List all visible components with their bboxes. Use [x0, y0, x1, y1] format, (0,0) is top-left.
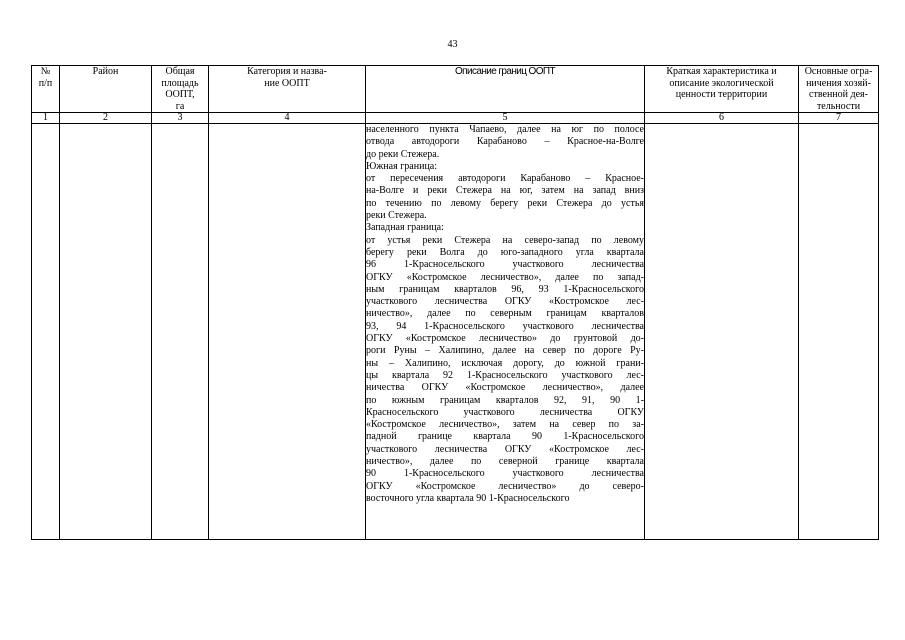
description-line: населенного пункта Чапаево, далее на юг по полосе: [366, 124, 644, 135]
description-line: реки Стежера.: [366, 210, 427, 222]
description-line: восточного угла квартала 90 1-Красносельского: [366, 492, 570, 504]
table-row: [32, 124, 879, 540]
header-number-line: п/п: [38, 77, 53, 89]
cell-area: [152, 124, 209, 540]
cell-restrictions: [799, 124, 879, 540]
boundaries-text: [366, 124, 644, 505]
header-boundaries: [366, 66, 645, 113]
description-line: Южная граница:: [366, 160, 438, 172]
cell-category: [209, 124, 366, 540]
cell-boundaries-description: [366, 124, 645, 540]
description-line: Западная граница:: [366, 222, 444, 234]
header-restrictions-line: ственной дея-: [809, 89, 868, 100]
description-line: ОГКУ «Костромское лесничество» до грунтовой до-: [366, 333, 644, 345]
column-number: 1: [32, 113, 60, 124]
column-number: 7: [799, 113, 879, 124]
cell-characteristics: [645, 124, 799, 540]
column-number: 2: [60, 113, 152, 124]
column-number: 6: [645, 113, 799, 124]
description-line: до реки Стежера.: [366, 148, 440, 160]
cell-district: [60, 124, 152, 540]
description-line: цы квартала 92 1-Красносельского участкового лес-: [366, 369, 644, 381]
description-line: ным границам кварталов 96, 93 1-Красносельского: [366, 283, 644, 295]
header-district: [60, 66, 152, 113]
header-category: [209, 66, 366, 113]
description-line: ничества ОГКУ «Костромское лесничество», далее: [366, 382, 644, 394]
header-characteristics: [645, 66, 799, 113]
header-number: [32, 66, 60, 113]
description-line: падной границе квартала 90 1-Красносельского: [366, 431, 644, 443]
description-line: ОГКУ «Костромское лесничество» до северо-: [366, 480, 644, 492]
description-line: участкового лесничества ОГКУ «Костромское лес-: [366, 443, 644, 455]
description-line: отвода автодороги Карабаново – Красное-на-Волге: [366, 136, 644, 148]
description-line: по южным границам кварталов 92, 91, 90 1-: [366, 394, 644, 406]
description-line: ничество», далее по северным границам кварталов: [366, 308, 644, 320]
header-area: [152, 66, 209, 113]
description-line: ны – Халипино, исключая дорогу, до южной грани-: [366, 357, 644, 369]
header-district-line: Район: [92, 66, 119, 77]
header-restrictions-line: Основные огра-: [804, 66, 873, 77]
description-line: 96 1-Красносельского участкового лесничества: [366, 259, 644, 271]
description-line: роги Руны – Халипино, далее на север по дороге Ру-: [366, 345, 644, 357]
header-restrictions-line: тельности: [816, 100, 861, 112]
header-restrictions: [799, 66, 879, 113]
header-number-line: №: [40, 66, 51, 77]
description-line: от устья реки Стежера на северо-запад по левому: [366, 234, 644, 246]
cell-number: [32, 124, 60, 540]
page-number: 43: [447, 39, 458, 50]
header-characteristics-line: ценности территории: [675, 89, 768, 100]
description-line: ничество», далее по северной границе квартала: [366, 456, 644, 468]
header-boundaries-line: Описание границ ООПТ: [454, 66, 556, 77]
description-line: Красносельского участкового лесничества ОГКУ: [366, 406, 644, 418]
column-number: 3: [152, 113, 209, 124]
description-line: 90 1-Красносельского участкового лесничества: [366, 468, 644, 480]
column-number: 4: [209, 113, 366, 124]
header-area-line: ООПТ,: [165, 89, 195, 100]
description-line: участкового лесничества ОГКУ «Костромское лес-: [366, 296, 644, 308]
header-restrictions-line: ничения хозяй-: [806, 77, 871, 89]
header-characteristics-line: Краткая характеристика и: [666, 66, 777, 77]
header-row: [32, 66, 879, 113]
description-line: берегу реки Волга до юго-западного угла квартала: [366, 246, 644, 258]
description-line: «Костромское лесничество», затем на север по за-: [366, 419, 644, 431]
column-number-row: [32, 113, 879, 124]
description-line: ОГКУ «Костромское лесничество», далее по запад-: [366, 271, 644, 283]
header-category-line: ние ООПТ: [264, 77, 310, 89]
header-area-line: Общая: [165, 66, 195, 77]
description-line: на-Волге и реки Стежера на юг, затем на запад вниз: [366, 185, 644, 197]
description-line: по течению по левому берегу реки Стежера до устья: [366, 197, 644, 209]
header-area-line: площадь: [161, 77, 199, 89]
header-category-line: Категория и назва-: [247, 66, 327, 77]
header-area-line: га: [175, 100, 185, 112]
header-characteristics-line: описание экологической: [669, 77, 774, 89]
description-line: 93, 94 1-Красносельского участкового лесничества: [366, 320, 644, 332]
oopt-table: [31, 65, 879, 540]
column-number: 5: [366, 113, 645, 124]
description-line: от пересечения автодороги Карабаново – Красное-: [366, 173, 644, 185]
